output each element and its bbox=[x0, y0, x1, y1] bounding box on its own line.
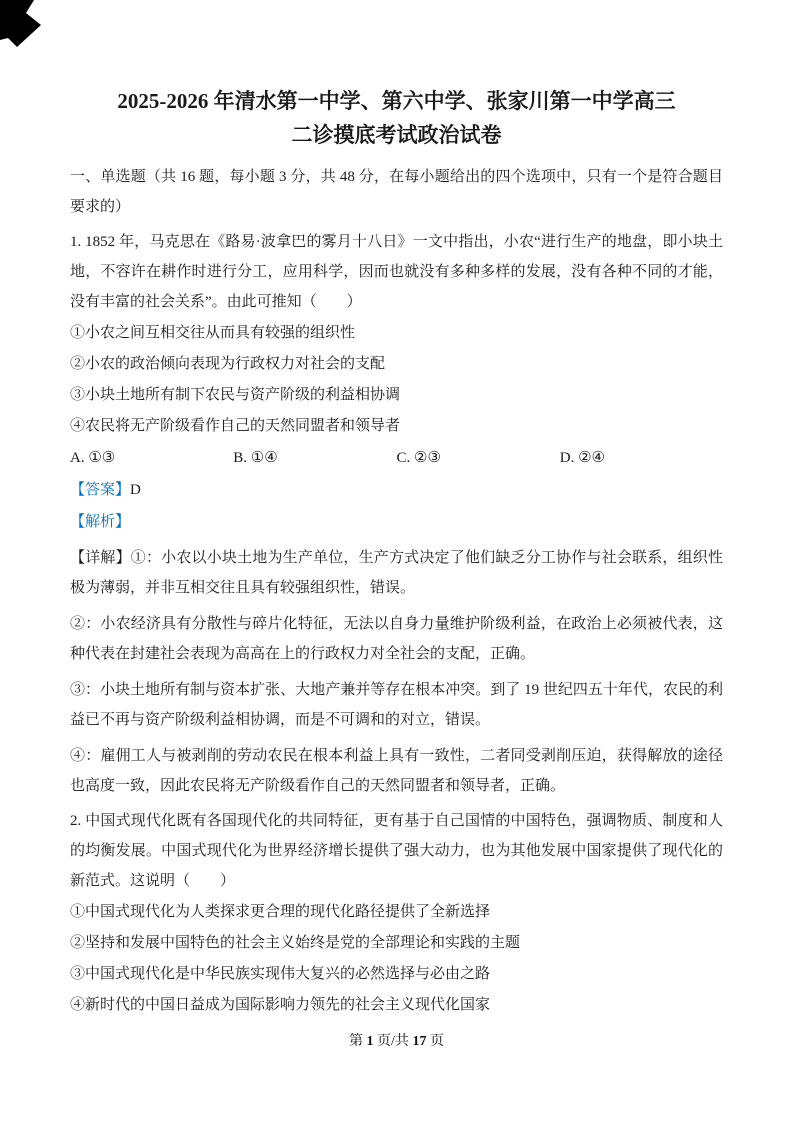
question1-detail-3: ③：小块土地所有制与资本扩张、大地产兼并等存在根本冲突。到了 19 世纪四五十年代，农民的利益已不再与资产阶级利益相协调，而是不可调和的对立，错误。 bbox=[70, 682, 723, 729]
document-title-line1: 2025-2026 年清水第一中学、第六中学、张家川第一中学高三 bbox=[117, 89, 676, 113]
question2-option-2: ②坚持和发展中国特色的社会主义始终是党的全部理论和实践的主题 bbox=[70, 935, 521, 952]
question1-option-2: ②小农的政治倾向表现为行政权力对社会的支配 bbox=[70, 356, 386, 373]
scan-artifact-mark bbox=[0, 0, 46, 50]
question2-options bbox=[70, 897, 723, 1020]
footer-page-total: 17 bbox=[412, 1034, 427, 1049]
footer-middle: 页/共 bbox=[377, 1034, 409, 1049]
question1-analysis-line bbox=[70, 507, 723, 537]
answer-label: 【答案】 bbox=[70, 482, 131, 499]
question1-detail-1 bbox=[70, 543, 723, 603]
page-footer bbox=[0, 1030, 793, 1050]
detail-text-1: ①：小农以小块土地为生产单位，生产方式决定了他们缺乏分工协作与社会联系，组织性极为薄弱，并非互相交往且具有较强组织性，错误。 bbox=[70, 550, 723, 597]
question1-detail-2: ②：小农经济具有分散性与碎片化特征，无法以自身力量维护阶级利益，在政治上必须被代表，这种代表在封建社会表现为高高在上的行政权力对全社会的支配，正确。 bbox=[70, 616, 723, 663]
question1-stem: 1. 1852 年，马克思在《路易·波拿巴的雾月十八日》一文中指出，小农“进行生产的地盘，即小块土地，不容许在耕作时进行分工，应用科学，因而也就没有多种多样的发展，没有各种不同的才能，没有丰富的社会关系”。由此可推知（ ） bbox=[70, 234, 723, 311]
question1-option-1: ①小农之间互相交往从而具有较强的组织性 bbox=[70, 325, 356, 342]
question1-choice-c: C. ②③ bbox=[396, 450, 441, 467]
footer-suffix: 页 bbox=[429, 1034, 444, 1049]
answer-value: D bbox=[130, 482, 141, 499]
question1-option-4: ④农民将无产阶级看作自己的天然同盟者和领导者 bbox=[70, 418, 401, 435]
footer-prefix: 第 bbox=[349, 1034, 364, 1049]
detail-label: 【详解】 bbox=[70, 550, 131, 567]
section-heading: 一、单选题（共 16 题，每小题 3 分，共 48 分，在每小题给出的四个选项中，只有一个是符合题目要求的） bbox=[70, 169, 723, 216]
document-title-line2: 二诊摸底考试政治试卷 bbox=[291, 123, 502, 148]
question1-detail-4: ④：雇佣工人与被剥削的劳动农民在根本利益上具有一致性，二者同受剥削压迫，获得解放的途径也高度一致，因此农民将无产阶级看作自己的天然同盟者和领导者，正确。 bbox=[70, 748, 723, 795]
question1-choices bbox=[70, 443, 723, 473]
question2-option-4: ④新时代的中国日益成为国际影响力领先的社会主义现代化国家 bbox=[70, 997, 491, 1014]
question2-stem: 2. 中国式现代化既有各国现代化的共同特征，更有基于自己国情的中国特色，强调物质、制度和人的均衡发展。中国式现代化为世界经济增长提供了强大动力，也为其他发展中国家提供了现代化的新范式。这说明（ ） bbox=[70, 813, 723, 890]
question1-choice-a: A. ①③ bbox=[70, 450, 116, 467]
question1-answer-line bbox=[70, 475, 723, 505]
question1-options bbox=[70, 318, 723, 441]
question1-choice-d: D. ②④ bbox=[559, 450, 605, 467]
question2-option-1: ①中国式现代化为人类探求更合理的现代化路径提供了全新选择 bbox=[70, 904, 491, 921]
footer-page-number: 1 bbox=[366, 1034, 374, 1049]
analysis-label: 【解析】 bbox=[70, 514, 131, 531]
question2-option-3: ③中国式现代化是中华民族实现伟大复兴的必然选择与必由之路 bbox=[70, 966, 491, 983]
question1-choice-b: B. ①④ bbox=[233, 450, 278, 467]
question1-option-3: ③小块土地所有制下农民与资产阶级的利益相协调 bbox=[70, 387, 401, 404]
document-title bbox=[70, 84, 723, 152]
